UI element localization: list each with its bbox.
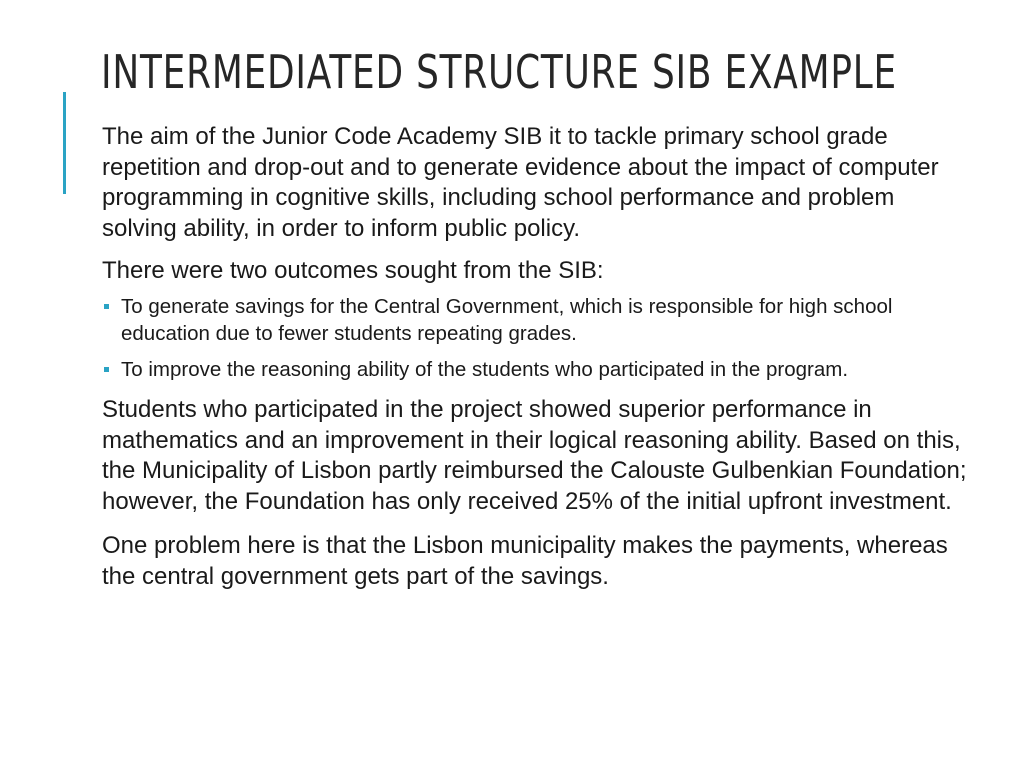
list-item: [102, 293, 972, 348]
square-bullet-icon: [104, 367, 109, 372]
slide-title: INTERMEDIATED STRUCTURE SIB EXAMPLE: [101, 45, 898, 99]
bullet-text: To improve the reasoning ability of the students who participated in the program.: [121, 357, 849, 381]
list-item: [102, 356, 972, 384]
outcomes-list: [102, 293, 972, 384]
square-bullet-icon: [104, 304, 109, 309]
intro-paragraph: The aim of the Junior Code Academy SIB it to tackle primary school grade repetition and drop-out and to generate evidence about the impact of computer programming in cognitive skills, including school performance and problem solving ability, in order to inform public policy.: [102, 123, 939, 242]
outcomes-lead: There were two outcomes sought from the SIB:: [102, 257, 604, 284]
bullet-text: To generate savings for the Central Government, which is responsible for high school education due to fewer students repeating grades.: [121, 294, 893, 345]
problem-paragraph: One problem here is that the Lisbon municipality makes the payments, whereas the central government gets part of the savings.: [102, 532, 948, 590]
accent-bar: [63, 92, 66, 194]
results-paragraph: Students who participated in the project showed superior performance in mathematics and an improvement in their logical reasoning ability. Based on this, the Municipality of Lisbon partly reimbursed the Calouste Gulbenkian Foundation; however, the Foundation has only received 25% of the initial upfront investment.: [102, 396, 967, 515]
slide-body: [102, 122, 972, 604]
